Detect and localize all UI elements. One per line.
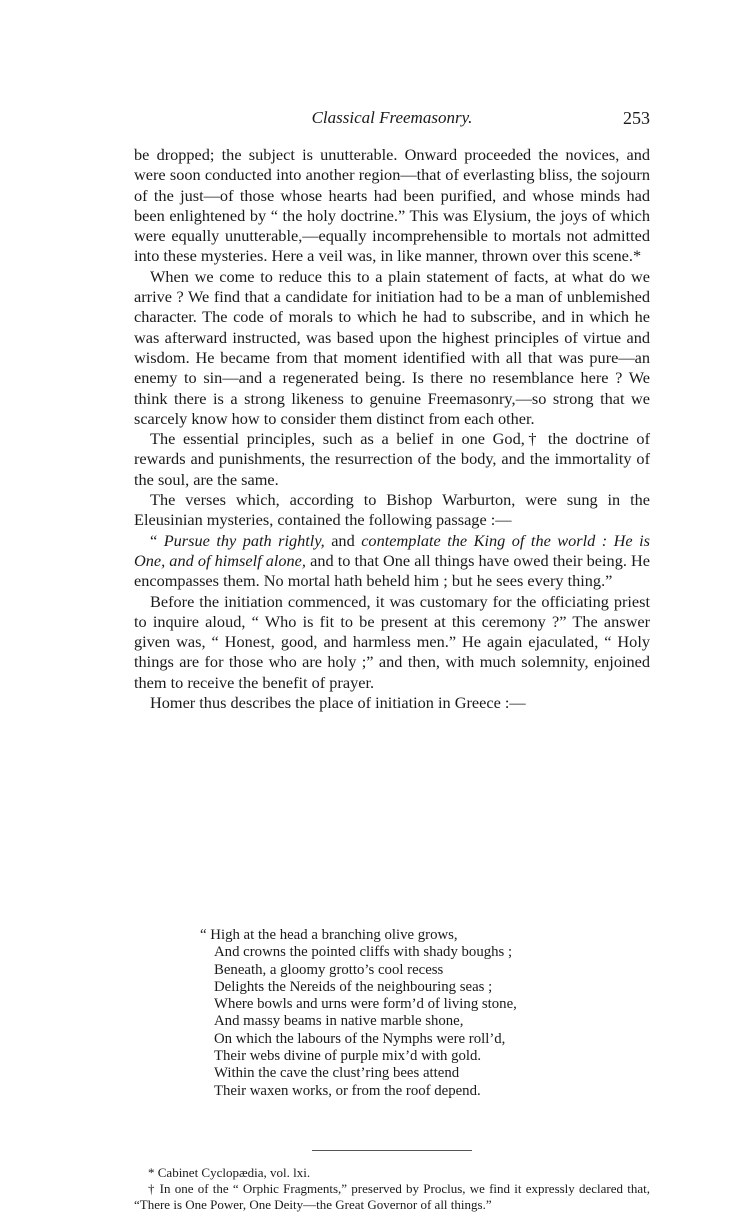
poem-line: “ High at the head a branching olive grows, (200, 927, 458, 943)
poem-line: And crowns the pointed cliffs with shady boughs ; (214, 944, 513, 961)
quote-plain: and (324, 530, 362, 550)
poem (200, 927, 620, 1100)
body-text (134, 145, 650, 713)
paragraph: Homer thus describes the place of initiation in Greece :— (150, 693, 526, 713)
footnotes (134, 1165, 650, 1213)
quote-italic: contemplate the King of the world : He is One, and of himself alone, (134, 530, 651, 570)
poem-line: Their waxen works, or from the roof depend. (214, 1082, 481, 1099)
paragraph: The verses which, according to Bishop Warburton, were sung in the Eleusinian mysteries, contained the following passage :— (134, 490, 650, 530)
paragraph: Before the initiation commenced, it was customary for the officiating priest to inquire aloud, “ Who is fit to be present at this ceremony ?” The answer given was, “ Honest, good, and harmless men.” He again ejaculated, “ Holy things are for those who are holy ;” and then, with much solemnity, enjoined them to receive the benefit of prayer. (134, 591, 650, 692)
running-title: Classical Freemasonry. (311, 108, 473, 127)
poem-line: On which the labours of the Nymphs were roll’d, (214, 1030, 506, 1047)
poem-line: Their webs divine of purple mix’d with gold. (214, 1048, 482, 1065)
quote-plain: and to that One all things have owed their being. He encompasses them. No mortal hath beheld him ; but he sees every thing.” (134, 550, 650, 591)
footnote: † In one of the “ Orphic Fragments,” preserved by Proclus, we find it expressly declared that, “There is One Power, One Deity—the Great Governor of all things.” (134, 1181, 650, 1212)
poem-line: Beneath, a gloomy grotto’s cool recess (214, 961, 444, 978)
poem-line: Where bowls and urns were form’d of living stone, (214, 996, 517, 1013)
quote-open: “ (150, 530, 164, 550)
quote-italic: Pursue thy path rightly, (163, 530, 325, 550)
paragraph: The essential principles, such as a belief in one God,† the doctrine of rewards and punishments, the resurrection of the body, and the immortality of the soul, are the same. (134, 429, 650, 489)
poem-line: Delights the Nereids of the neighbouring seas ; (214, 978, 493, 995)
paragraph: be dropped; the subject is unutterable. Onward proceeded the novices, and were soon conducted into another region—that of everlasting bliss, the sojourn of the just—of those whose hearts had been purified, and whose minds had been enlightened by “ the holy doctrine.” This was Elysium, the joys of which were equally unutterable,—equally incomprehensible to mortals not admitted into these mysteries. Here a veil was, in like manner, thrown over this scene.* (134, 145, 650, 266)
footnote: * Cabinet Cyclopædia, vol. lxi. (148, 1165, 311, 1180)
poem-line: Within the cave the clust’ring bees attend (214, 1065, 460, 1082)
poem-line: And massy beams in native marble shone, (214, 1013, 464, 1030)
page-header (134, 108, 650, 132)
quote-paragraph (134, 531, 650, 592)
paragraph: When we come to reduce this to a plain statement of facts, at what do we arrive ? We find that a candidate for initiation had to be a man of unblemished character. The code of morals to which he had to subscribe, and in which he was afterward instructed, was based upon the highest principles of virtue and wisdom. He became from that moment identified with all that was pure—an enemy to sin—and a regenerated being. Is there no resemblance here ? We think there is a strong likeness to genuine Freemasonry,—so strong that we scarcely know how to consider them distinct from each other. (134, 266, 650, 428)
page-number: 253 (623, 108, 650, 128)
footnote-divider (312, 1150, 472, 1151)
